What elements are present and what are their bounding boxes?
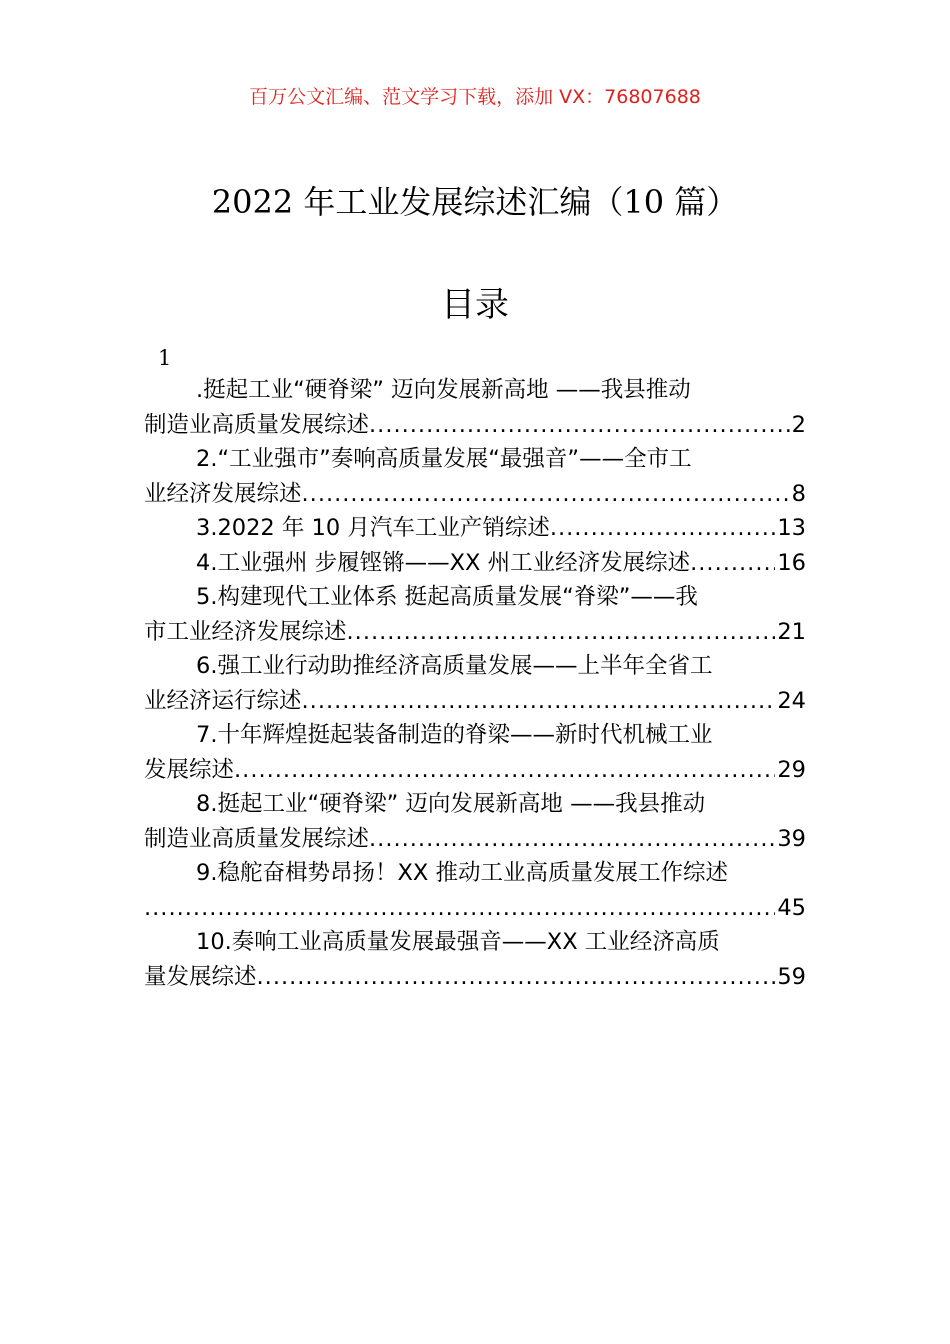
toc-entry-1[interactable]: [144, 373, 806, 442]
toc-entry-title: 7.十年辉煌挺起装备制造的脊梁——新时代机械工业: [196, 722, 713, 748]
toc-page-number: 2: [791, 411, 806, 438]
toc-entry-6[interactable]: [144, 649, 806, 718]
header-note: 百万公文汇编、范文学习下载，添加 VX：76807688: [249, 86, 701, 108]
toc-entry-title-cont: 量发展综述: [144, 963, 257, 990]
toc-page-number: 59: [777, 963, 806, 990]
toc-entry-title: 9.稳舵奋楫势昂扬！XX 推动工业高质量发展工作综述: [196, 860, 728, 886]
document-title: 2022 年工业发展综述汇编（10 篇）: [211, 183, 739, 221]
toc-entry-title: 6.强工业行动助推经济高质量发展——上半年全省工: [196, 653, 713, 679]
toc-page-number: 16: [777, 549, 806, 576]
toc-page-number: 13: [777, 515, 806, 541]
toc-entry-title: 2.“工业强市”奏响高质量发展“最强音”——全市工: [196, 446, 692, 472]
toc-leader-dots: [347, 615, 776, 650]
toc-leader-dots: [234, 753, 775, 788]
toc-leader-dots: [257, 960, 776, 995]
toc-entry-4[interactable]: [144, 546, 806, 581]
toc-entry-title: 5.构建现代工业体系 挺起高质量发展“脊梁”——我: [196, 584, 698, 610]
toc-leader-dots: [302, 477, 790, 512]
toc-heading: 目录: [441, 285, 509, 325]
toc-entry-title: 3.2022 年 10 月汽车工业产销综述: [196, 515, 550, 541]
toc-entry-title: .挺起工业“硬脊梁” 迈向发展新高地 ——我县推动: [196, 377, 691, 403]
toc-leader-dots: [690, 546, 775, 581]
toc-entry-8[interactable]: [144, 787, 806, 856]
toc-entry-title: 8.挺起工业“硬脊梁” 迈向发展新高地 ——我县推动: [196, 791, 706, 817]
toc-entry-2[interactable]: [144, 442, 806, 511]
toc-entry-title-cont: 市工业经济发展综述: [144, 618, 347, 645]
toc-leader-dots: [369, 408, 790, 443]
page-number-marker: 1: [158, 346, 172, 370]
toc-page-number: 29: [777, 756, 806, 783]
toc-page-number: 39: [777, 825, 806, 852]
table-of-contents: [144, 373, 806, 994]
toc-entry-title-cont: 业经济运行综述: [144, 687, 302, 714]
toc-page-number: 24: [777, 687, 806, 714]
toc-entry-title-cont: 业经济发展综述: [144, 480, 302, 507]
toc-entry-title: 4.工业强州 步履铿锵——XX 州工业经济发展综述: [196, 549, 691, 576]
toc-leader-dots: [144, 891, 775, 926]
toc-leader-dots: [302, 684, 776, 719]
toc-entry-3[interactable]: [144, 511, 806, 546]
toc-leader-dots: [550, 511, 776, 546]
toc-entry-title-cont: 制造业高质量发展综述: [144, 825, 370, 852]
toc-entry-7[interactable]: [144, 718, 806, 787]
toc-entry-title-cont: 制造业高质量发展综述: [144, 411, 370, 438]
toc-page-number: 45: [777, 894, 806, 921]
toc-entry-title-cont: 发展综述: [144, 756, 235, 783]
toc-entry-10[interactable]: [144, 925, 806, 994]
toc-entry-5[interactable]: [144, 580, 806, 649]
toc-entry-title: 10.奏响工业高质量发展最强音——XX 工业经济高质: [196, 929, 720, 955]
toc-leader-dots: [369, 822, 775, 857]
toc-page-number: 8: [791, 480, 806, 507]
toc-entry-9[interactable]: [144, 856, 806, 925]
toc-page-number: 21: [777, 618, 806, 645]
